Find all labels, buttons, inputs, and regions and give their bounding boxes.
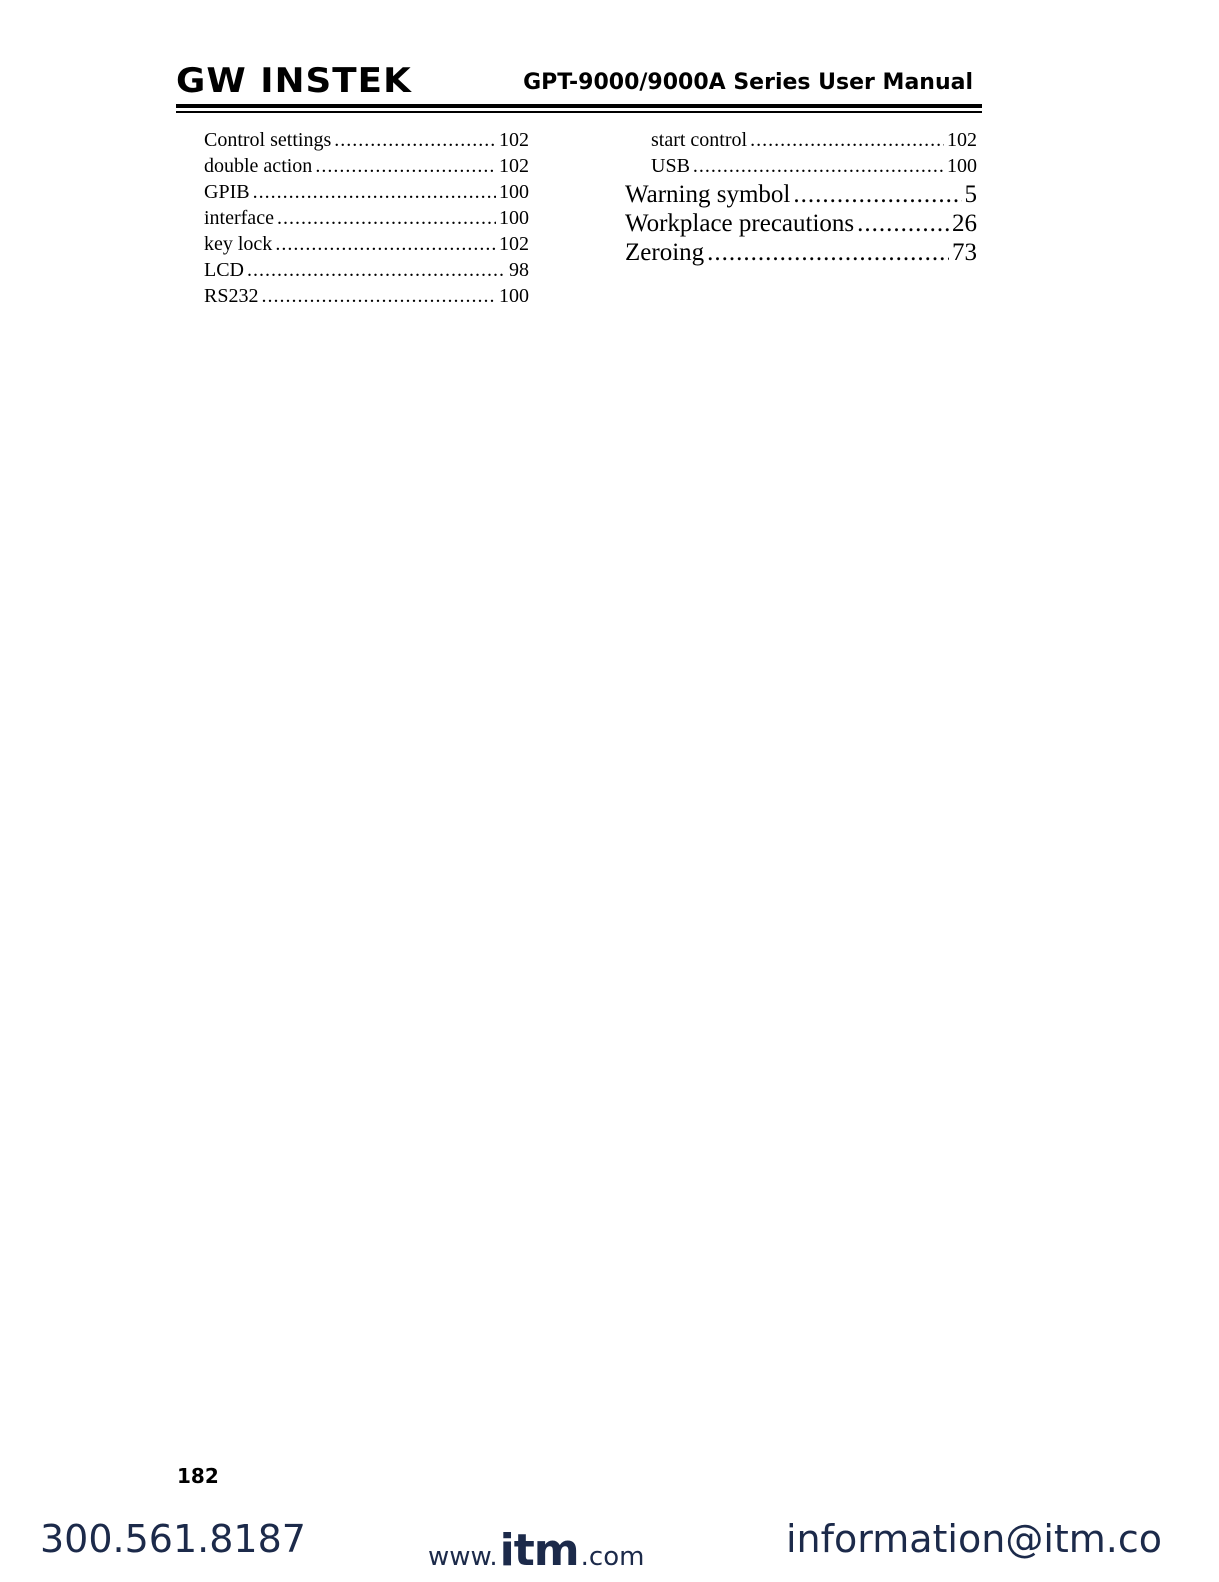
index-entry [204, 257, 529, 283]
index-page: 102 [499, 155, 529, 177]
index-entry [651, 153, 977, 179]
leader-dots [793, 180, 961, 209]
index-page: 98 [509, 259, 529, 281]
brand-logo: GW INSTEK [176, 61, 412, 101]
index-column-right-sub [651, 127, 977, 179]
index-page: 5 [964, 181, 977, 208]
index-term: USB [651, 155, 690, 177]
index-term: Warning symbol [625, 181, 791, 208]
header-rule-thin [176, 111, 982, 113]
footer-banner [0, 1515, 1219, 1575]
index-page: 102 [499, 129, 529, 151]
footer-web-suffix: .com [580, 1542, 645, 1572]
index-entry [204, 205, 529, 231]
index-page: 100 [499, 181, 529, 203]
index-page: 100 [499, 207, 529, 229]
leader-dots [253, 179, 496, 205]
index-term: RS232 [204, 285, 259, 307]
index-entry [204, 153, 529, 179]
index-entry [204, 231, 529, 257]
index-term: Control settings [204, 129, 332, 151]
index-term: key lock [204, 233, 273, 255]
index-entry [651, 127, 977, 153]
index-entry [204, 283, 529, 309]
index-page: 102 [947, 129, 977, 151]
leader-dots [275, 231, 496, 257]
manual-title: GPT-9000/9000A Series User Manual [523, 70, 973, 95]
footer-web-prefix: www. [428, 1542, 498, 1572]
leader-dots [247, 257, 506, 283]
index-column-left [204, 127, 529, 309]
page-number: 182 [177, 1464, 219, 1488]
index-term: Workplace precautions [625, 210, 855, 237]
index-entry [625, 180, 977, 209]
leader-dots [857, 209, 949, 238]
index-entry [625, 209, 977, 238]
index-page: 102 [499, 233, 529, 255]
index-page: 100 [499, 285, 529, 307]
index-term: LCD [204, 259, 244, 281]
leader-dots [261, 283, 496, 309]
index-page: 73 [952, 239, 977, 266]
header-rule-thick [176, 104, 982, 108]
index-column-right-main [625, 180, 977, 267]
leader-dots [750, 127, 944, 153]
footer-website [428, 1525, 644, 1576]
leader-dots [693, 153, 944, 179]
index-entry [204, 179, 529, 205]
index-term: interface [204, 207, 274, 229]
index-term: double action [204, 155, 313, 177]
leader-dots [277, 205, 496, 231]
footer-email: information@itm.co [786, 1517, 1163, 1561]
index-entry [625, 238, 977, 267]
itm-logo: itm [499, 1525, 579, 1576]
index-entry [204, 127, 529, 153]
footer-phone: 300.561.8187 [40, 1517, 306, 1561]
leader-dots [334, 127, 496, 153]
index-term: Zeroing [625, 239, 705, 266]
leader-dots [315, 153, 496, 179]
index-term: GPIB [204, 181, 250, 203]
index-term: start control [651, 129, 748, 151]
leader-dots [707, 238, 949, 267]
index-page: 26 [952, 210, 977, 237]
index-page: 100 [947, 155, 977, 177]
